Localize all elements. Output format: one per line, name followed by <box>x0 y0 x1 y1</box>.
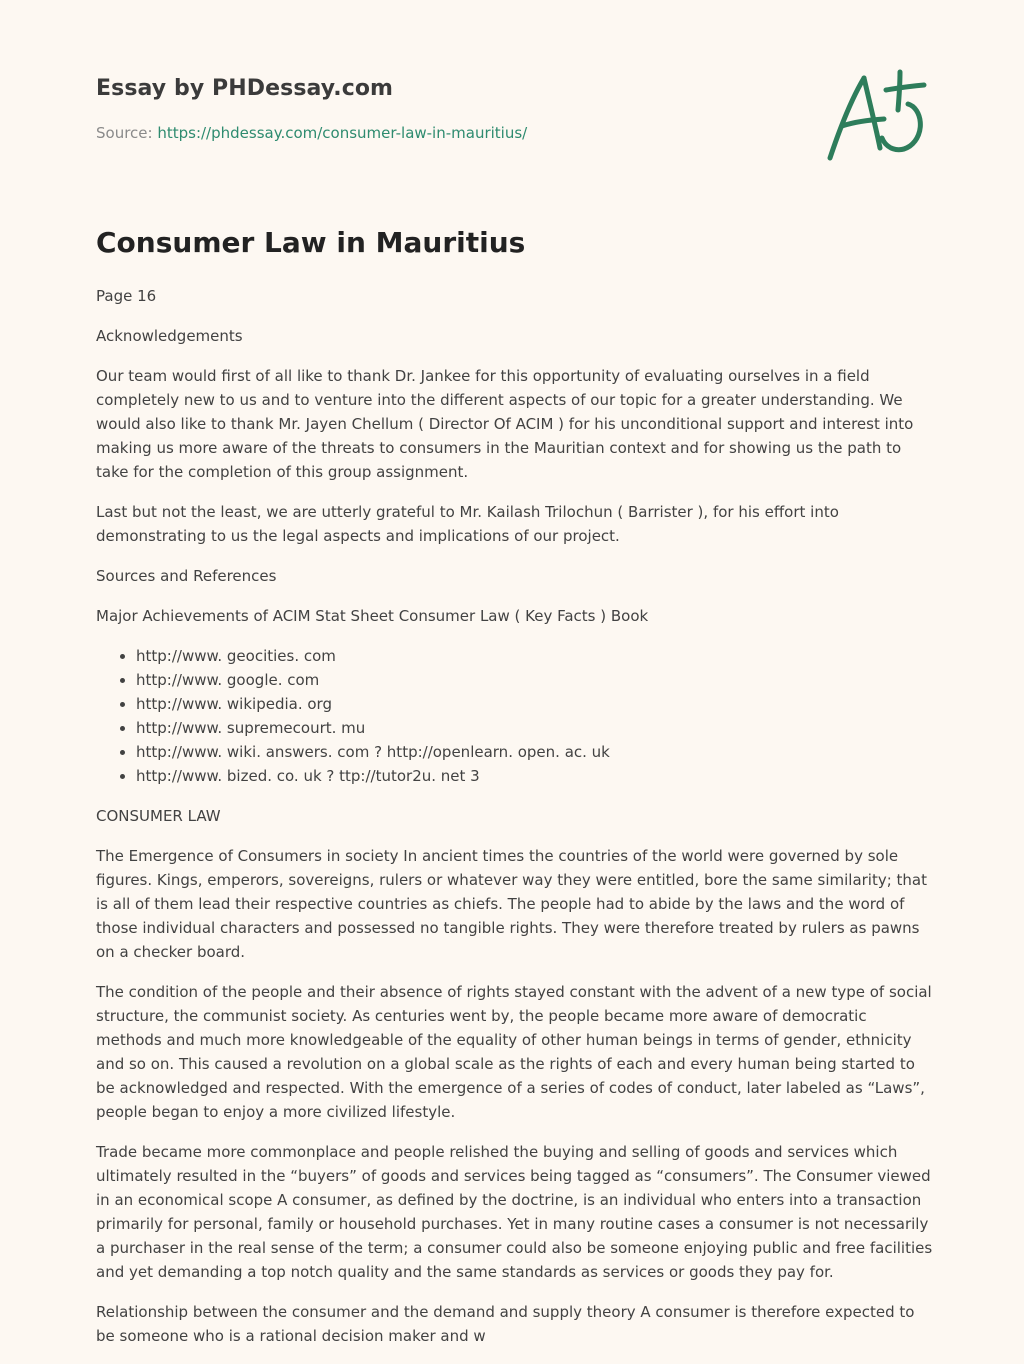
list-item: • http://www. wiki. answers. com ? http://openlearn. open. ac. uk <box>136 740 936 764</box>
body-paragraph-2: The condition of the people and their absence of rights stayed constant with the advent of a new type of social structure, the communist society. As centuries went by, the people became more aware of democratic methods and much more knowledgeable of the equality of other human beings in terms of gender, ethnicity and so on. This caused a revolution on a global scale as the rights of each and every human being started to be acknowledged and respected. With the emergence of a series of codes of conduct, later labeled as “Laws”, people began to enjoy a more civilized lifestyle. <box>96 983 932 1121</box>
a-plus-logo-icon <box>822 64 932 168</box>
document-title: Consumer Law in Mauritius <box>96 226 526 259</box>
acknowledgements-heading: Acknowledgements <box>96 327 243 345</box>
sources-heading: Sources and References <box>96 567 277 585</box>
sources-intro: Major Achievements of ACIM Stat Sheet Consumer Law ( Key Facts ) Book <box>96 607 649 625</box>
source-line <box>96 124 527 142</box>
section-heading: CONSUMER LAW <box>96 807 221 825</box>
list-item: • http://www. supremecourt. mu <box>136 716 936 740</box>
body-paragraph-1: The Emergence of Consumers in society In ancient times the countries of the world were governed by sole figures. Kings, emperors, sovereigns, rulers or whatever way they were entitled, bore the same similarity; that is all of them lead their respective countries as chiefs. The people had to abide by the laws and the word of those individual characters and possessed no tangible rights. They were therefore treated by rulers as pawns on a checker board. <box>96 847 928 961</box>
acknowledgements-paragraph-1: Our team would first of all like to thank Dr. Jankee for this opportunity of evaluating ourselves in a field completely new to us and to venture into the different aspects of our topic for a greater understanding. We would also like to thank Mr. Jayen Chellum ( Director Of ACIM ) for his unconditional support and interest into making us more aware of the threats to consumers in the Mauritian context and for showing us the path to take for the completion of this group assignment. <box>96 367 914 481</box>
sources-list <box>96 644 936 788</box>
source-link[interactable]: https://phdessay.com/consumer-law-in-mauritius/ <box>157 124 528 142</box>
body-paragraph-4: Relationship between the consumer and the demand and supply theory A consumer is therefore expected to be someone who is a rational decision maker and w <box>96 1303 915 1345</box>
source-label: Source: <box>96 124 158 142</box>
list-item: • http://www. bized. co. uk ? ttp://tutor2u. net 3 <box>136 764 936 788</box>
body-paragraph-3: Trade became more commonplace and people relished the buying and selling of goods and services which ultimately resulted in the “buyers” of goods and services being tagged as “consumers”. The Consumer viewed in an economical scope A consumer, as defined by the doctrine, is an individual who enters into a transaction primarily for personal, family or household purchases. Yet in many routine cases a consumer is not necessarily a purchaser in the real sense of the term; a consumer could also be someone enjoying public and free facilities and yet demanding a top notch quality and the same standards as services or goods they pay for. <box>96 1143 933 1281</box>
acknowledgements-paragraph-2: Last but not the least, we are utterly grateful to Mr. Kailash Trilochun ( Barrister ), for his effort into demonstrating to us the legal aspects and implications of our project. <box>96 503 839 545</box>
document-content <box>96 284 936 1364</box>
list-item: • http://www. geocities. com <box>136 644 936 668</box>
list-item: • http://www. wikipedia. org <box>136 692 936 716</box>
page-label: Page 16 <box>96 287 157 305</box>
list-item: • http://www. google. com <box>136 668 936 692</box>
site-title: Essay by PHDessay.com <box>96 76 394 101</box>
